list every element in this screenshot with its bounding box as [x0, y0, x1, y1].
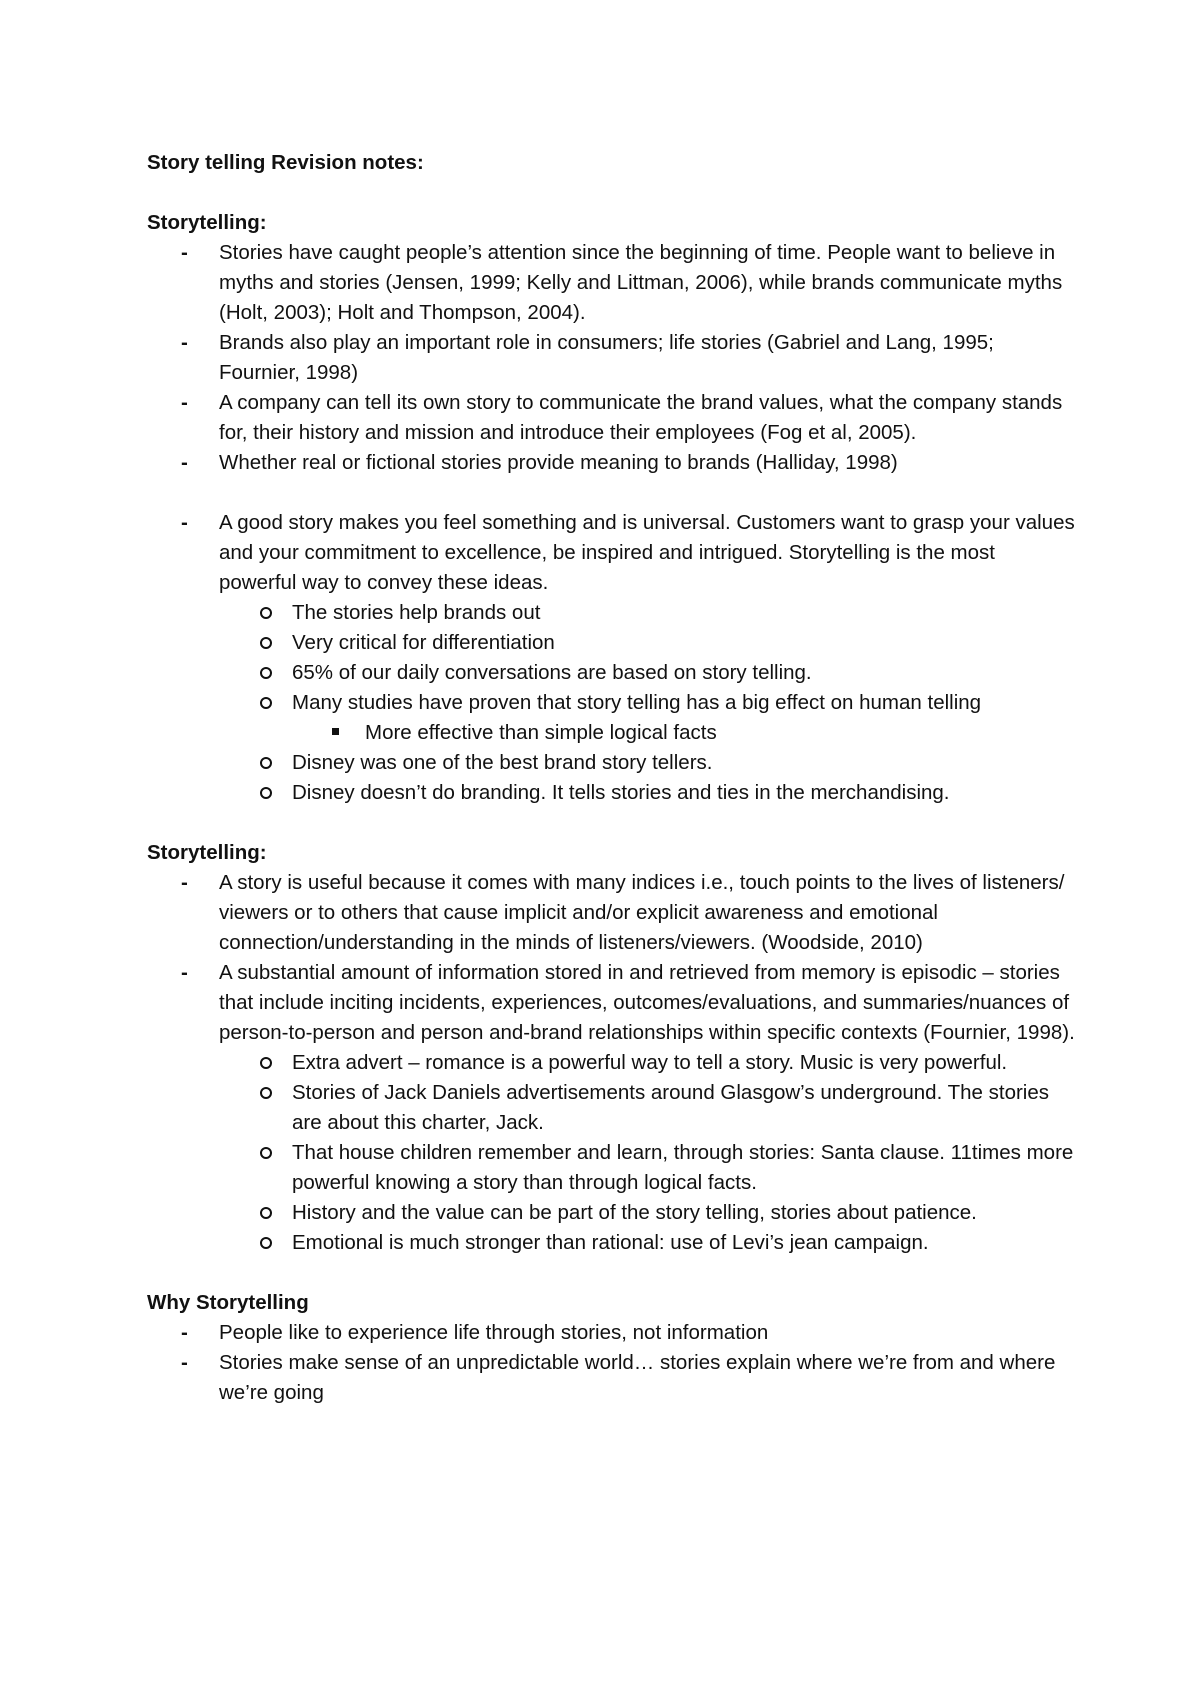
sub-list-item: 65% of our daily conversations are based on story telling. [292, 658, 1077, 688]
circle-bullet-icon [260, 787, 272, 799]
list-item: - A story is useful because it comes with many indices i.e., touch points to the lives of listeners/ viewers or to others that cause implicit and/or explicit awareness and emotional connection/understanding in the minds of listeners/viewers. (Woodside, 2010) [147, 868, 1077, 958]
list-item: - Whether real or fictional stories provide meaning to brands (Halliday, 1998) [147, 448, 1077, 478]
sub-bullet-list [219, 1048, 1077, 1258]
circle-bullet-icon [260, 757, 272, 769]
circle-bullet-icon [260, 1147, 272, 1159]
sub-sub-bullet-list [292, 718, 1077, 748]
sub-list-item: Emotional is much stronger than rational: use of Levi’s jean campaign. [292, 1228, 1077, 1258]
sub-list-item: The stories help brands out [292, 598, 1077, 628]
sub-list-item: Extra advert – romance is a powerful way to tell a story. Music is very powerful. [292, 1048, 1077, 1078]
document-page [147, 148, 1077, 1408]
document-title: Story telling Revision notes: [147, 151, 424, 174]
dash-bullet-icon: - [181, 961, 188, 984]
dash-bullet-icon: - [181, 511, 188, 534]
bullet-list [147, 1318, 1077, 1408]
dash-bullet-icon: - [181, 1321, 188, 1344]
spacer [147, 1258, 1077, 1288]
sub-list-item: History and the value can be part of the story telling, stories about patience. [292, 1198, 1077, 1228]
sub-list-item: Very critical for differentiation [292, 628, 1077, 658]
circle-bullet-icon [260, 607, 272, 619]
section-heading: Storytelling: [147, 211, 267, 234]
dash-bullet-icon: - [181, 241, 188, 264]
dash-bullet-icon: - [181, 331, 188, 354]
spacer [147, 478, 1077, 508]
list-item: - A company can tell its own story to communicate the brand values, what the company stands for, their history and mission and introduce their employees (Fog et al, 2005). [147, 388, 1077, 448]
list-item: - A good story makes you feel something and is universal. Customers want to grasp your values and your commitment to excellence, be inspired and intrigued. Storytelling is the most powerful way to convey these ideas. The stories help brands out Very critical for differentiation 65% of our daily conversations are based on story telling. Many studies have proven that story telling has a big effect on human telling More effective than simple logical facts Disney was one of the best brand story tellers. Disney doesn’t do branding. It tells stories and ties in the merchandising. [147, 508, 1077, 808]
sub-list-item: Stories of Jack Daniels advertisements around Glasgow’s underground. The stories are about this charter, Jack. [292, 1078, 1077, 1138]
dash-bullet-icon: - [181, 451, 188, 474]
sub-list-item: That house children remember and learn, through stories: Santa clause. 11times more powerful knowing a story than through logical facts. [292, 1138, 1077, 1198]
list-item: - Brands also play an important role in consumers; life stories (Gabriel and Lang, 1995; Fournier, 1998) [147, 328, 1077, 388]
spacer [147, 808, 1077, 838]
circle-bullet-icon [260, 697, 272, 709]
bullet-list [147, 868, 1077, 1258]
circle-bullet-icon [260, 637, 272, 649]
sub-sub-list-item: More effective than simple logical facts [365, 718, 1077, 748]
list-item: - A substantial amount of information stored in and retrieved from memory is episodic – stories that include inciting incidents, experiences, outcomes/evaluations, and summaries/nuances of person-to-person and person and-brand relationships within specific contexts (Fournier, 1998). Extra advert – romance is a powerful way to tell a story. Music is very powerful. Stories of Jack Daniels advertisements around Glasgow’s underground. The stories are about this charter, Jack. That house children remember and learn, through stories: Santa clause. 11times more powerful knowing a story than through logical facts. History and the value can be part of the story telling, stories about patience. Emotional is much stronger than rational: use of Levi’s jean campaign. [147, 958, 1077, 1258]
section-heading: Storytelling: [147, 841, 267, 864]
dash-bullet-icon: - [181, 1351, 188, 1374]
bullet-list [147, 238, 1077, 478]
circle-bullet-icon [260, 667, 272, 679]
circle-bullet-icon [260, 1057, 272, 1069]
circle-bullet-icon [260, 1087, 272, 1099]
section-heading: Why Storytelling [147, 1291, 309, 1314]
sub-list-item: Disney was one of the best brand story tellers. [292, 748, 1077, 778]
bullet-list [147, 508, 1077, 808]
circle-bullet-icon [260, 1207, 272, 1219]
list-item: - Stories have caught people’s attention since the beginning of time. People want to believe in myths and stories (Jensen, 1999; Kelly and Littman, 2006), while brands communicate myths (Holt, 2003); Holt and Thompson, 2004). [147, 238, 1077, 328]
list-item: - Stories make sense of an unpredictable world… stories explain where we’re from and where we’re going [147, 1348, 1077, 1408]
sub-bullet-list [219, 598, 1077, 808]
sub-list-item: Disney doesn’t do branding. It tells stories and ties in the merchandising. [292, 778, 1077, 808]
list-item: - People like to experience life through stories, not information [147, 1318, 1077, 1348]
square-bullet-icon [332, 728, 339, 735]
dash-bullet-icon: - [181, 391, 188, 414]
dash-bullet-icon: - [181, 871, 188, 894]
circle-bullet-icon [260, 1237, 272, 1249]
sub-list-item: Many studies have proven that story telling has a big effect on human telling More effective than simple logical facts [292, 688, 1077, 748]
